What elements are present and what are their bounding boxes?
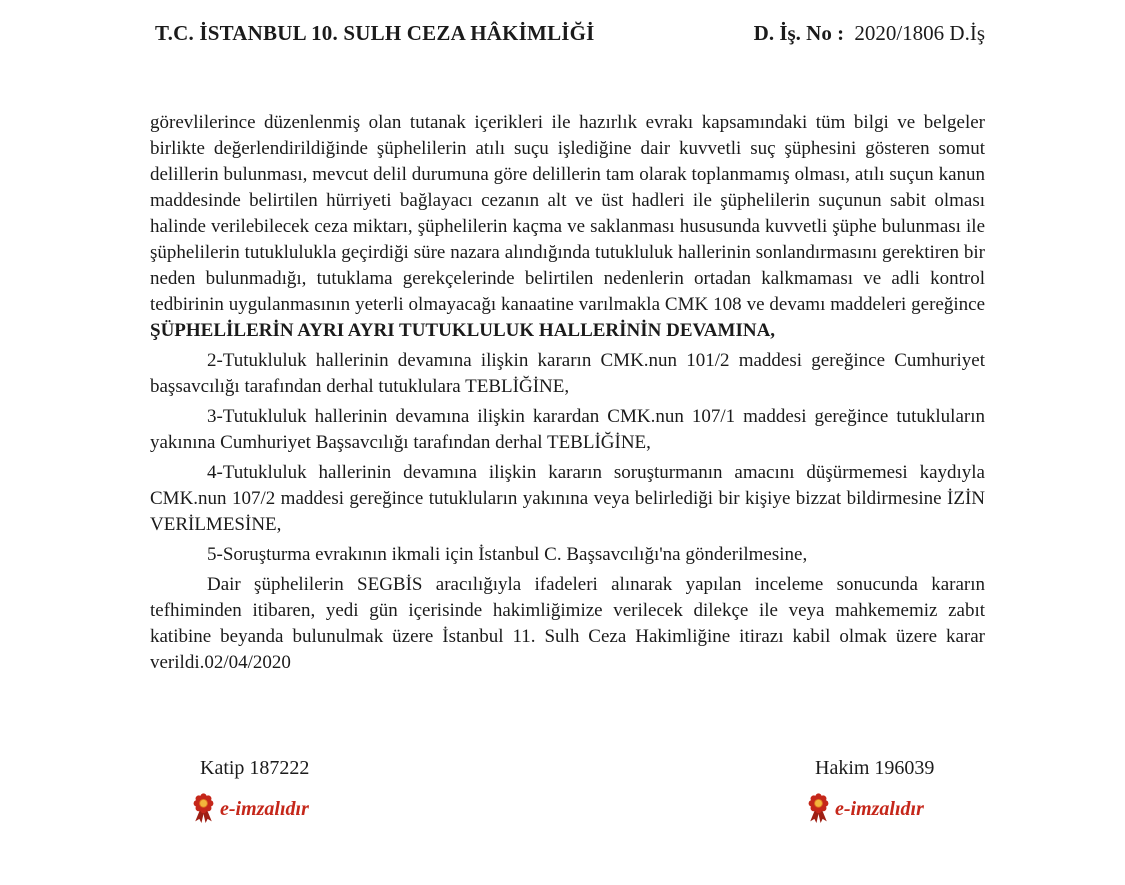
paragraph-ruling-3: 3-Tutukluluk hallerinin devamına ilişkin karardan CMK.nun 107/1 maddesi gereğince tutukluların yakınına Cumhuriyet Başsavcılığı tarafından derhal TEBLİĞİNE, (150, 406, 985, 453)
court-title: T.C. İSTANBUL 10. SULH CEZA HÂKİMLİĞİ (155, 21, 595, 45)
clerk-signature-block (192, 755, 309, 824)
case-number (754, 20, 985, 46)
case-number-label: D. İş. No : (753, 21, 845, 45)
judge-e-signature-stamp (807, 793, 934, 824)
paragraph-ruling-5: 5-Soruşturma evrakının ikmali için İstanbul C. Başsavcılığı'na gönderilmesine, (207, 544, 808, 565)
judge-e-signature-label: e-imzalıdır (835, 797, 924, 820)
paragraph-ruling-4: 4-Tutukluluk hallerinin devamına ilişkin kararın soruşturmanın amacını düşürmemesi kaydıyla CMK.nun 107/2 maddesi gereğince tutukluların yakınına veya belirlediği bir kişiye bizzat bildirmesine İZİN VERİLMESİNE, (150, 462, 985, 535)
paragraph-closing: Dair şüphelilerin SEGBİS aracılığıyla ifadeleri alınarak yapılan inceleme sonucunda kararın tefhiminden itibaren, yedi gün içerisinde hakimliğimize verilecek dilekçe ile veya mahkememiz zabıt katibine beyanda bulunulmak üzere İstanbul 11. Sulh Ceza Hakimliğine itirazı kabil olmak üzere karar verildi.02/04/2020 (150, 574, 985, 673)
ruling-bold-text: ŞÜPHELİLERİN AYRI AYRI TUTUKLULUK HALLERİNİN DEVAMINA, (150, 320, 776, 341)
paragraph-ruling-1 (150, 110, 985, 344)
case-number-value: 2020/1806 D.İş (854, 21, 985, 45)
e-signature-seal-icon (192, 793, 215, 824)
paragraph-ruling-2: 2-Tutukluluk hallerinin devamına ilişkin kararın CMK.nun 101/2 maddesi gereğince Cumhuriyet başsavcılığı tarafından derhal tutuklulara TEBLİĞİNE, (150, 350, 985, 397)
judge-name: Hakim 196039 (815, 757, 935, 779)
e-signature-seal-icon (807, 793, 830, 824)
clerk-name: Katip 187222 (200, 757, 310, 779)
clerk-e-signature-label: e-imzalıdır (220, 797, 309, 820)
document-header (155, 20, 985, 46)
paragraph-ruling-1-text: görevlilerince düzenlenmiş olan tutanak içerikleri ile hazırlık evrakı kapsamındaki tüm bilgi ve belgeler birlikte değerlendirildiğinde şüphelilerin atılı suçu işlediğine dair kuvvetli suç şüphesini gösteren somut delillerin bulunması, mevcut delil durumuna göre delillerin tam olarak toplanmamış olması, atılı suçun kanun maddesinde belirtilen hürriyeti bağlayacı cezanın alt ve üst hadleri ile şüphelilerin suçunun sabit olması halinde verilebilecek ceza miktarı, şüphelilerin kaçma ve saklanması hususunda kuvvetli şüphe bulunması ile şüphelilerin tutuklulukla geçirdiği süre nazara alındığında tutukluluk hallerinin sonlandırmasını gerektiren bir neden bulunmadığı, tutuklama gerekçelerinde belirtilen nedenlerin ortadan kalkmaması ve adli kontrol tedbirinin uygulanmasının yeterli olmayacağı kanaatine varılmakla CMK 108 ve devamı maddeleri gereğince (150, 112, 985, 315)
document-body (150, 110, 985, 680)
clerk-e-signature-stamp (192, 793, 309, 824)
judge-signature-block (807, 755, 934, 824)
